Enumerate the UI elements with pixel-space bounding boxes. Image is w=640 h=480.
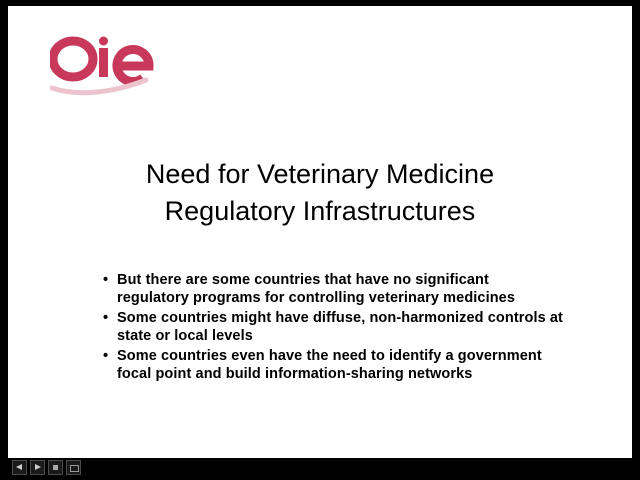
previous-button[interactable] <box>12 460 27 475</box>
list-item-text: But there are some countries that have no significant regulatory programs for controlling veterinary medicines <box>117 272 516 306</box>
bullet-marker-icon: • <box>103 348 109 364</box>
player-controls <box>8 458 632 476</box>
page-title <box>48 156 592 230</box>
title-line-1: Need for Veterinary Medicine <box>145 159 495 189</box>
slide-canvas <box>8 6 632 458</box>
rectangle-icon <box>70 465 79 472</box>
play-button[interactable] <box>30 460 45 475</box>
bullet-list <box>103 271 563 385</box>
triangle-right-icon <box>35 464 41 470</box>
fullscreen-button[interactable] <box>66 460 81 475</box>
list-item <box>103 347 563 383</box>
list-item <box>103 271 563 307</box>
title-line-2: Regulatory Infrastructures <box>164 196 476 226</box>
oie-logo <box>50 36 170 98</box>
bullet-marker-icon: • <box>103 272 109 288</box>
square-icon <box>53 465 58 470</box>
triangle-left-icon <box>16 464 22 470</box>
list-item-text: Some countries might have diffuse, non-harmonized controls at state or local levels <box>117 310 563 344</box>
list-item-text: Some countries even have the need to identify a government focal point and build information-sharing networks <box>117 348 542 382</box>
bullet-marker-icon: • <box>103 310 109 326</box>
list-item <box>103 309 563 345</box>
stop-button[interactable] <box>48 460 63 475</box>
